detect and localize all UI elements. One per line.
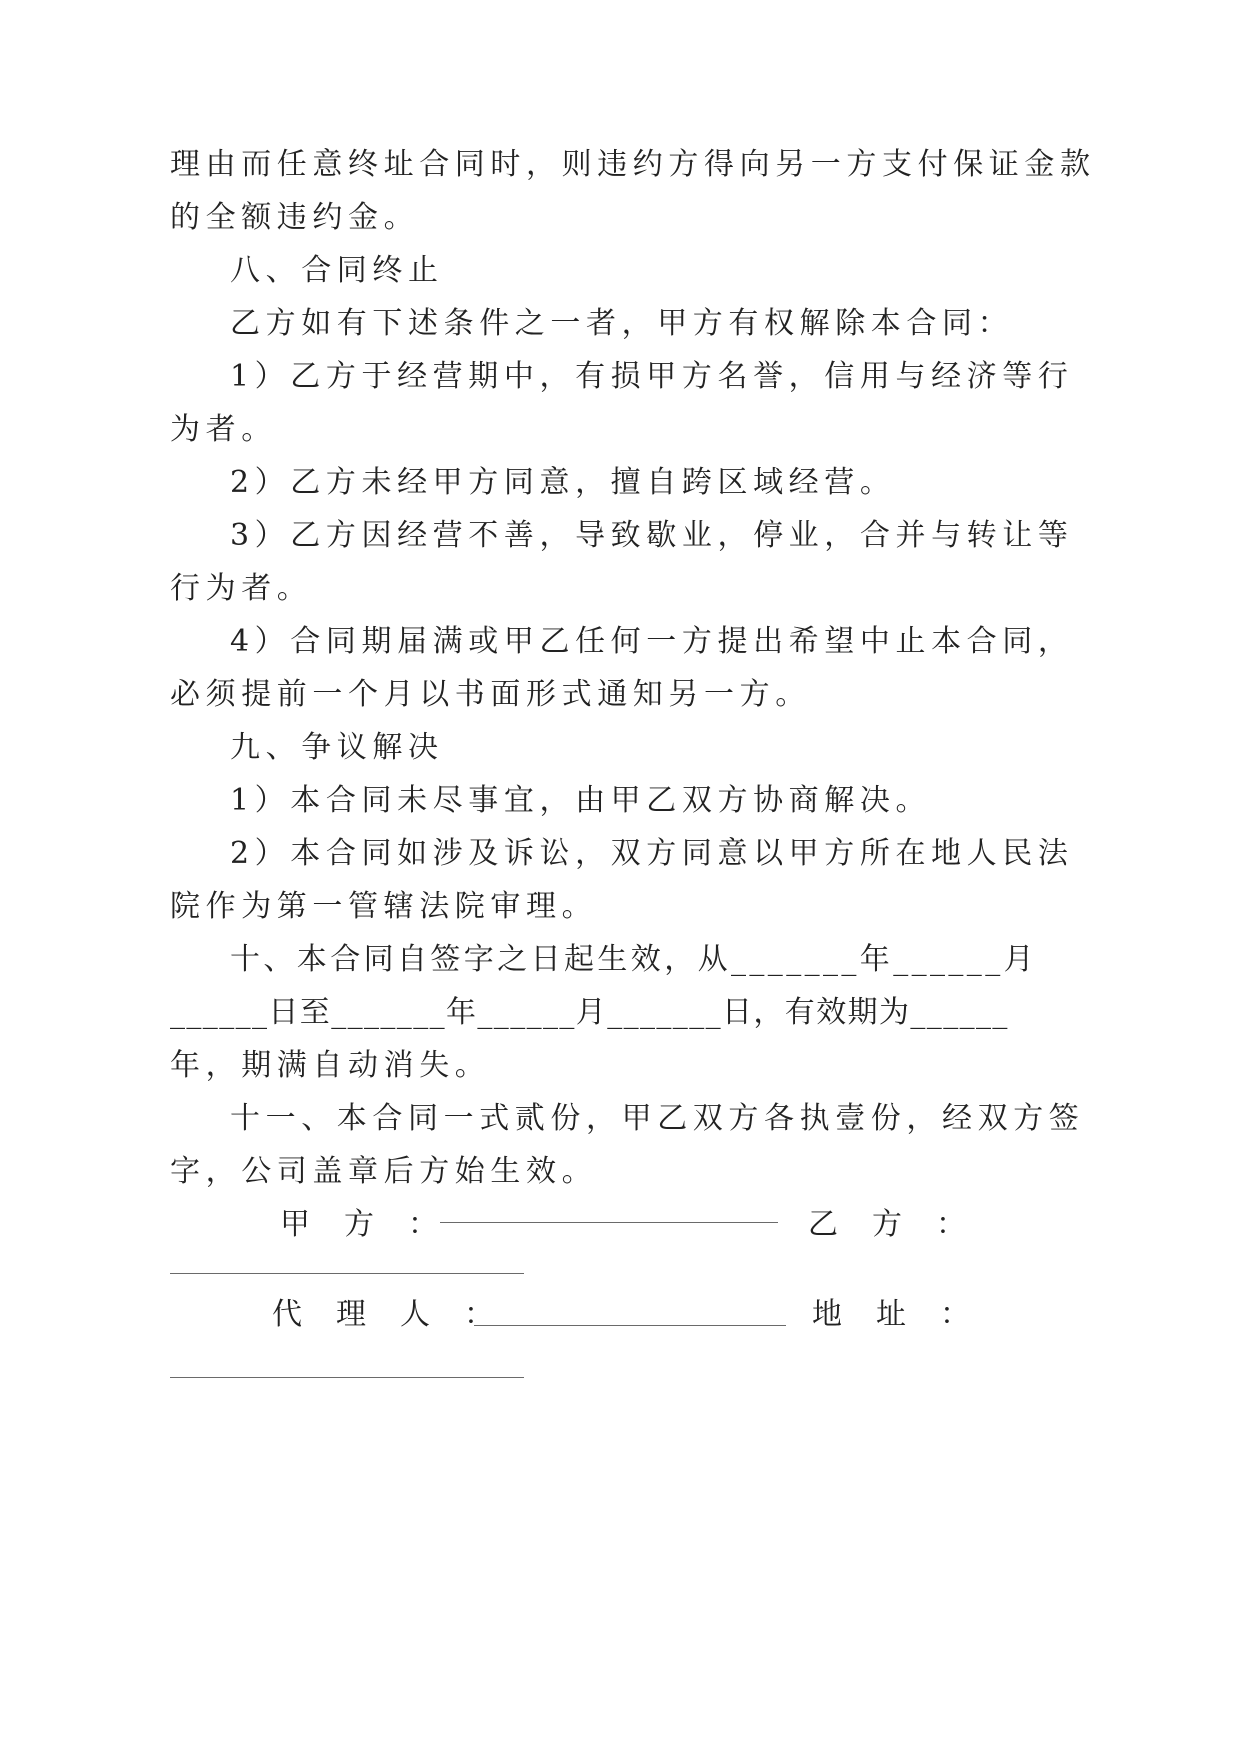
- list-item: 1）本合同未尽事宜，由甲乙双方协商解决。: [230, 783, 932, 818]
- agent-label: 代 理 人 ：: [272, 1297, 496, 1332]
- list-item: 1）乙方于经营期中，有损甲方名誉，信用与经济等行: [230, 359, 1074, 394]
- address-signature-line: [170, 1377, 524, 1378]
- list-item: 4）合同期届满或甲乙任何一方提出希望中止本合同，: [230, 624, 1074, 659]
- effective-date-line: ______日至_______年______月_______日，有效期为______: [170, 995, 1009, 1030]
- section-heading: 九、争议解决: [230, 730, 444, 765]
- body-line: 乙方如有下述条件之一者，甲方有权解除本合同：: [230, 306, 1014, 341]
- body-line: 字，公司盖章后方始生效。: [170, 1154, 598, 1189]
- address-label: 地 址 ：: [812, 1297, 972, 1332]
- effective-date-line: 十、本合同自签字之日起生效，从_______年______月: [230, 942, 1037, 977]
- body-line: 理由而任意终址合同时，则违约方得向另一方支付保证金款: [170, 147, 1096, 182]
- body-line: 年，期满自动消失。: [170, 1048, 491, 1083]
- body-line: 院作为第一管辖法院审理。: [170, 889, 598, 924]
- body-line: 行为者。: [170, 571, 313, 606]
- body-line: 为者。: [170, 412, 277, 447]
- section-heading: 八、合同终止: [230, 253, 444, 288]
- body-line: 的全额违约金。: [170, 200, 420, 235]
- list-item: 3）乙方因经营不善，导致歇业，停业，合并与转让等: [230, 518, 1074, 553]
- party-a-signature-line: [440, 1222, 778, 1223]
- party-a-label: 甲 方 ：: [280, 1207, 440, 1242]
- section-heading: 十一、本合同一式贰份，甲乙双方各执壹份，经双方签: [230, 1101, 1085, 1136]
- list-item: 2）本合同如涉及诉讼，双方同意以甲方所在地人民法: [230, 836, 1074, 871]
- body-line: 必须提前一个月以书面形式通知另一方。: [170, 677, 811, 712]
- list-item: 2）乙方未经甲方同意，擅自跨区域经营。: [230, 465, 896, 500]
- agent-signature-line: [474, 1325, 786, 1326]
- party-b-label: 乙 方 ：: [808, 1207, 968, 1242]
- party-b-signature-line: [170, 1273, 524, 1274]
